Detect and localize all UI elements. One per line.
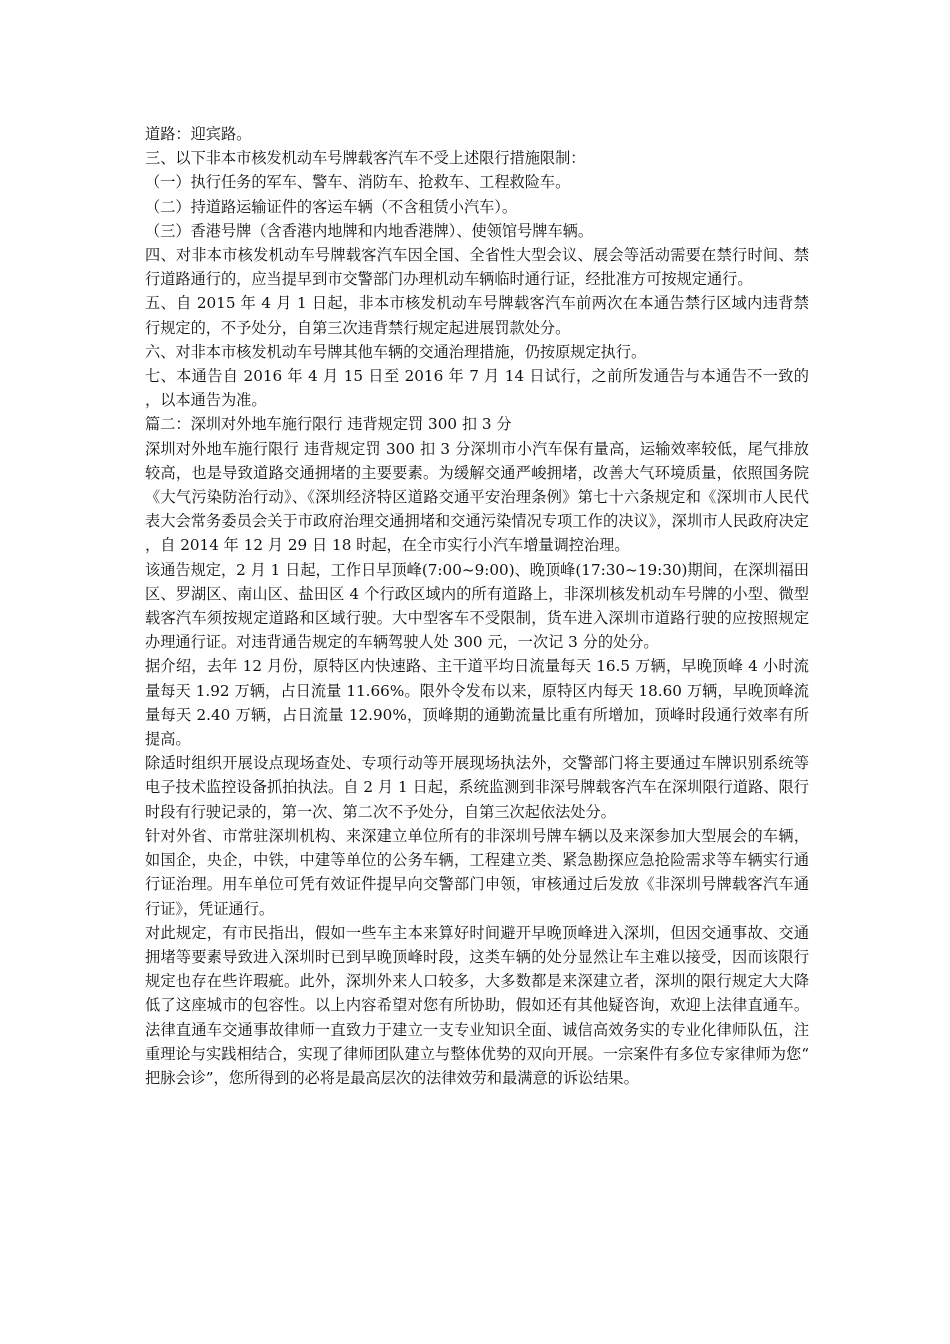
paragraph-item-3-3: （三）香港号牌（含香港内地牌和内地香港牌）、使领馆号牌车辆。 bbox=[145, 221, 594, 240]
paragraph-statistics: 据介绍，去年 12 月份，原特区内快速路、主干道平均日流量每天 16.5 万辆，早晚顶峰 4 小时流量每天 1.92 万辆，占日流量 11.66%。限外令发布以来，原特区内每天 18.60 万辆，早晚顶峰流量每天 2.40 万辆，占日流量 12.90%，顶峰期的通勤流量比重有所增加，顶峰时段通行效率有所提高。 bbox=[145, 657, 809, 749]
paragraph-item-3-2: （二）持道路运输证件的客运车辆（不含租赁小汽车）。 bbox=[145, 197, 518, 216]
paragraph-rules: 该通告规定，2 月 1 日起，工作日早顶峰(7:00~9:00)、晚顶峰(17:30~19:30)期间，在深圳福田区、罗湖区、南山区、盐田区 4 个行政区域内的所有道路上，非深圳核发机动车号牌的小型、微型载客汽车须按规定道路和区域行驶。大中型客车不受限制，货车进入深圳市道路行驶的应按照规定办理通行证。对违背通告规定的车辆驾驶人处 300 元，一次记 3 分的处分。 bbox=[145, 560, 809, 652]
paragraph-item-5: 五、自 2015 年 4 月 1 日起，非本市核发机动车号牌载客汽车前两次在本通告禁行区域内违背禁行规定的，不予处分，自第三次违背禁行规定起进展罚款处分。 bbox=[145, 294, 809, 337]
document-body bbox=[145, 122, 809, 1090]
paragraph-item-6: 六、对非本市核发机动车号牌其他车辆的交通治理措施，仍按原规定执行。 bbox=[145, 342, 647, 361]
paragraph-road: 道路：迎宾路。 bbox=[145, 125, 252, 143]
paragraph-item-3: 三、以下非本市核发机动车号牌载客汽车不受上述限行措施限制： bbox=[145, 149, 586, 168]
paragraph-permits: 针对外省、市常驻深圳机构、来深建立单位所有的非深圳号牌车辆以及来深参加大型展会的车辆，如国企，央企，中铁，中建等单位的公务车辆，工程建立类、紧急勘探应急抢险需求等车辆实行通行证治理。用车单位可凭有效证件提早向交警部门申领，审核通过后发放《非深圳号牌载客汽车通行证》，凭证通行。 bbox=[145, 826, 809, 918]
paragraph-intro: 深圳对外地车施行限行 违背规定罚 300 扣 3 分深圳市小汽车保有量高，运输效率较低，尾气排放较高，也是导致道路交通拥堵的主要要素。为缓解交通严峻拥堵，改善大气环境质量，依照国务院《大气污染防治行动》、《深圳经济特区道路交通平安治理条例》第七十六条规定和《深圳市人民代表大会常务委员会关于市政府治理交通拥堵和交通污染情况专项工作的决议》，深圳市人民政府决定，自 2014 年 12 月 29 日 18 时起，在全市实行小汽车增量调控治理。 bbox=[145, 439, 809, 555]
paragraph-conclusion: 对此规定，有市民指出，假如一些车主本来算好时间避开早晚顶峰进入深圳，但因交通事故、交通拥堵等要素导致进入深圳时已到早晚顶峰时段，这类车辆的处分显然让车主难以接受，因而该限行规定也存在些许瑕疵。此外，深圳外来人口较多，大多数都是来深建立者，深圳的限行规定大大降低了这座城市的包容性。以上内容希望对您有所协助，假如还有其他疑咨询，欢迎上法律直通车。法律直通车交通事故律师一直致力于建立一支专业知识全面、诚信高效务实的专业化律师队伍，注重理论与实践相结合，实现了律师团队建立与整体优势的双向开展。一宗案件有多位专家律师为您“把脉会诊”，您所得到的必将是最高层次的法律效劳和最满意的诉讼结果。 bbox=[145, 923, 809, 1087]
paragraph-item-4: 四、对非本市核发机动车号牌载客汽车因全国、全省性大型会议、展会等活动需要在禁行时间、禁行道路通行的，应当提早到市交警部门办理机动车辆临时通行证，经批准方可按规定通行。 bbox=[145, 246, 809, 289]
section-heading: 篇二：深圳对外地车施行限行 违背规定罚 300 扣 3 分 bbox=[145, 415, 512, 434]
paragraph-item-3-1: （一）执行任务的军车、警车、消防车、抢救车、工程救险车。 bbox=[145, 173, 571, 192]
paragraph-enforcement: 除适时组织开展设点现场查处、专项行动等开展现场执法外，交警部门将主要通过车牌识别系统等电子技术监控设备抓拍执法。自 2 月 1 日起，系统监测到非深号牌载客汽车在深圳限行道路、限行时段有行驶记录的，第一次、第二次不予处分，自第三次起依法处分。 bbox=[145, 754, 809, 821]
paragraph-item-7: 七、本通告自 2016 年 4 月 15 日至 2016 年 7 月 14 日试行，之前所发通告与本通告不一致的，以本通告为准。 bbox=[145, 367, 809, 410]
